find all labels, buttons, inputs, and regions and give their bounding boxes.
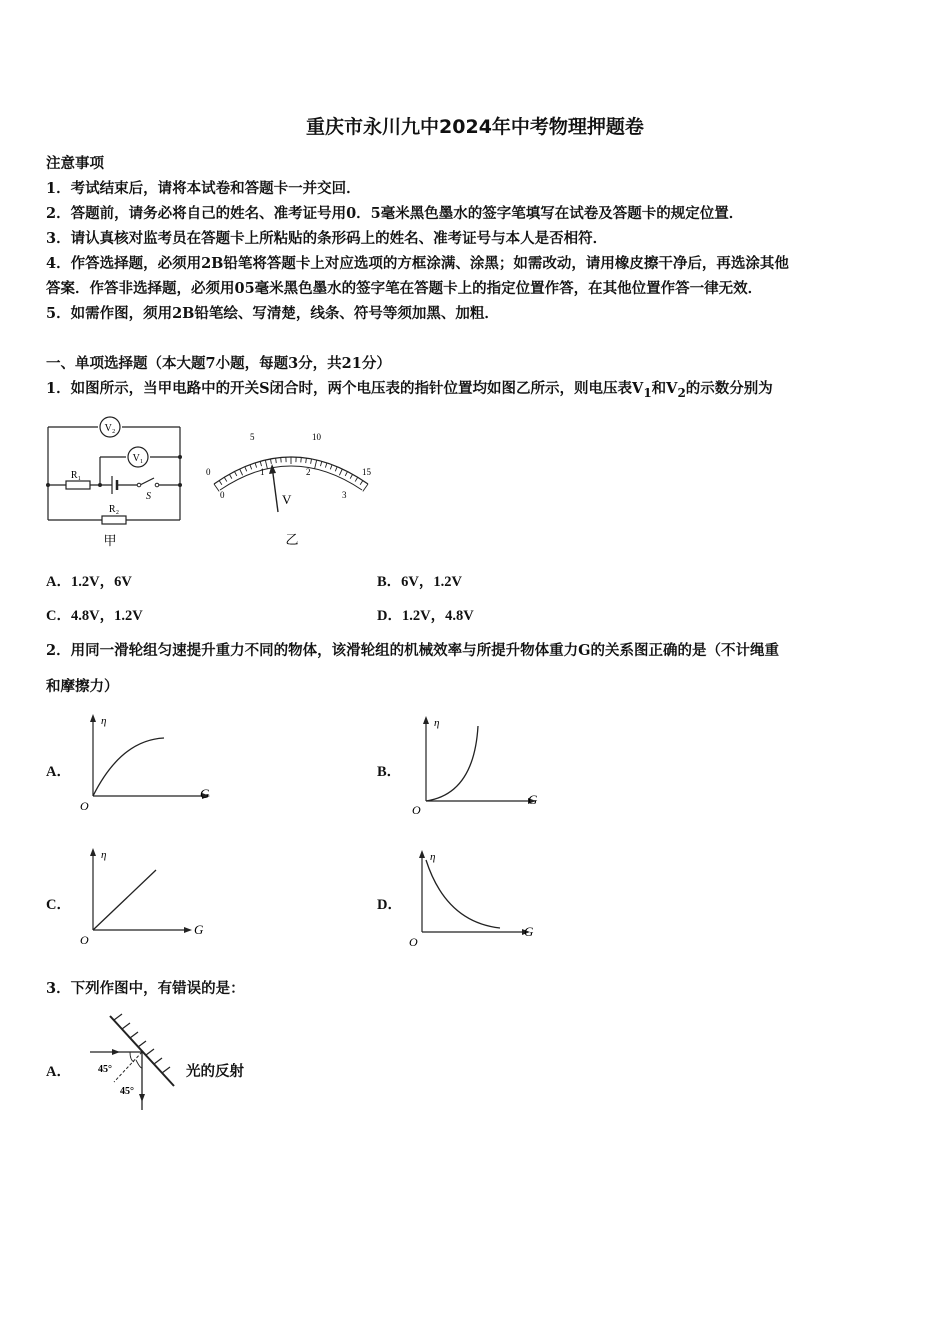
line-c: [93, 870, 156, 930]
angle-label: 45°: [120, 1086, 134, 1097]
dial-tick: [315, 460, 317, 469]
origin-label: O: [412, 803, 421, 817]
dial-tick: [363, 484, 368, 491]
dial-tick: [311, 459, 312, 464]
q1-option-b[interactable]: B．6V，1.2V: [377, 574, 462, 590]
dial-tick: [240, 469, 243, 475]
q3-stem: 3．下列作图中，有错误的是：: [46, 980, 245, 997]
dial-bottom-tick: 2: [306, 467, 311, 477]
dial-tick: [355, 477, 358, 481]
axis-y-label: η: [101, 849, 107, 861]
notice-item: 答案．作答非选择题，必须用05毫米黑色墨水的签字笔在答题卡上的指定位置作答，在其他位置作答一律无效．: [46, 280, 763, 297]
q1-option-c[interactable]: C．4.8V，1.2V: [46, 608, 143, 624]
circuit-diagram-jia: [40, 412, 190, 552]
origin-label: O: [80, 799, 89, 813]
axis-y-label: η: [434, 717, 440, 729]
v2-label: V₂: [104, 423, 116, 434]
dial-tick: [330, 465, 332, 470]
q3-option-a[interactable]: A．: [46, 1064, 71, 1080]
dial-tick: [270, 459, 271, 464]
q2-graph-a: [76, 708, 216, 813]
dial-bottom-tick: 1: [260, 467, 265, 477]
reflection-diagram: [86, 1010, 186, 1115]
dial-unit: V: [282, 492, 292, 507]
notice-item: 5．如需作图，须用2B铅笔绘、写清楚，线条、符号等须加黑、加粗．: [46, 305, 499, 322]
axis-x-label: G: [200, 786, 210, 801]
origin-label: O: [80, 933, 89, 947]
notice-item: 2．答题前，请务必将自己的姓名、准考证号用0．5毫米黑色墨水的签字笔填写在试卷及答题卡的规定位置．: [46, 205, 744, 222]
switch-label: S: [146, 491, 151, 502]
axis-x-label: G: [528, 792, 538, 807]
notice-item: 1．考试结束后，请将本试卷和答题卡一并交回．: [46, 180, 361, 197]
dial-tick: [306, 458, 307, 463]
dial-tick: [235, 472, 237, 476]
notice-heading: 注意事项: [46, 155, 104, 172]
page-title: 重庆市永川九中2024年中考物理押题卷: [306, 116, 644, 138]
dial-top-tick: 15: [362, 467, 371, 477]
dial-tick: [260, 461, 261, 466]
q2-option-b[interactable]: B．: [377, 764, 402, 780]
q2-option-c[interactable]: C．: [46, 897, 71, 913]
q2-stem-line1: 2．用同一滑轮组匀速提升重力不同的物体，该滑轮组的机械效率与所提升物体重力G的关系图正确的是（不计绳重: [46, 642, 779, 659]
curve-a: [93, 738, 164, 796]
q3-option-a-caption: 光的反射: [186, 1063, 244, 1080]
q2-option-a[interactable]: A．: [46, 764, 71, 780]
axis-x-label: G: [524, 924, 534, 939]
q2-graph-c: [76, 842, 216, 947]
dial-top-tick: 10: [312, 432, 321, 442]
dial-tick: [255, 463, 257, 468]
fig-jia-caption: 甲: [103, 533, 117, 548]
dial-tick: [345, 472, 347, 476]
v1-label: V₁: [132, 453, 144, 464]
dial-top-tick: 0: [206, 467, 211, 477]
dial-tick: [360, 481, 363, 485]
section-heading: 一、单项选择题（本大题7小题，每题3分，共21分）: [46, 355, 391, 372]
dial-tick: [335, 467, 337, 472]
dial-bottom-tick: 0: [220, 490, 225, 500]
q2-graph-d: [404, 842, 549, 952]
r2-label: R₂: [108, 504, 120, 515]
curve-b: [426, 726, 478, 801]
notice-item: 4．作答选择题，必须用2B铅笔将答题卡上对应选项的方框涂满、涂黑；如需改动，请用橡皮擦干净后，再选涂其他: [46, 255, 789, 272]
q2-stem-line2: 和摩擦力）: [46, 678, 119, 695]
angle-label: 45°: [98, 1064, 112, 1075]
dial-tick: [325, 463, 327, 468]
q1-option-d[interactable]: D．1.2V，4.8V: [377, 608, 474, 624]
notice-item: 3．请认真核对监考员在答题卡上所粘贴的条形码上的姓名、准考证号与本人是否相符．: [46, 230, 608, 247]
q1-option-a[interactable]: A．1.2V，6V: [46, 574, 132, 590]
dial-tick: [250, 465, 252, 470]
dial-tick: [214, 484, 219, 491]
q1-stem: 1．如图所示，当甲电路中的开关S闭合时，两个电压表的指针位置均如图乙所示，则电压表$V_1$和$V_2$的示数分别为: [46, 380, 773, 400]
dial-tick: [229, 474, 231, 478]
dial-tick: [339, 469, 342, 475]
fig-yi-caption: 乙: [285, 532, 299, 547]
q2-option-d[interactable]: D．: [377, 897, 402, 913]
dial-tick: [276, 458, 277, 463]
axis-x-label: G: [194, 922, 204, 937]
dial-bottom-tick: 3: [342, 490, 347, 500]
dial-tick: [265, 460, 267, 469]
axis-y-label: η: [101, 715, 107, 727]
q2-graph-b: [404, 708, 549, 818]
r1-label: R₁: [70, 470, 82, 481]
origin-label: O: [409, 935, 418, 949]
dial-tick: [350, 474, 352, 478]
voltmeter-dial-yi: [196, 420, 386, 550]
axis-y-label: η: [430, 851, 436, 863]
dial-tick: [219, 481, 222, 485]
dial-top-tick: 5: [250, 432, 255, 442]
dial-tick: [245, 467, 247, 472]
dial-tick: [224, 477, 227, 481]
dial-tick: [320, 461, 321, 466]
curve-d: [426, 860, 500, 928]
